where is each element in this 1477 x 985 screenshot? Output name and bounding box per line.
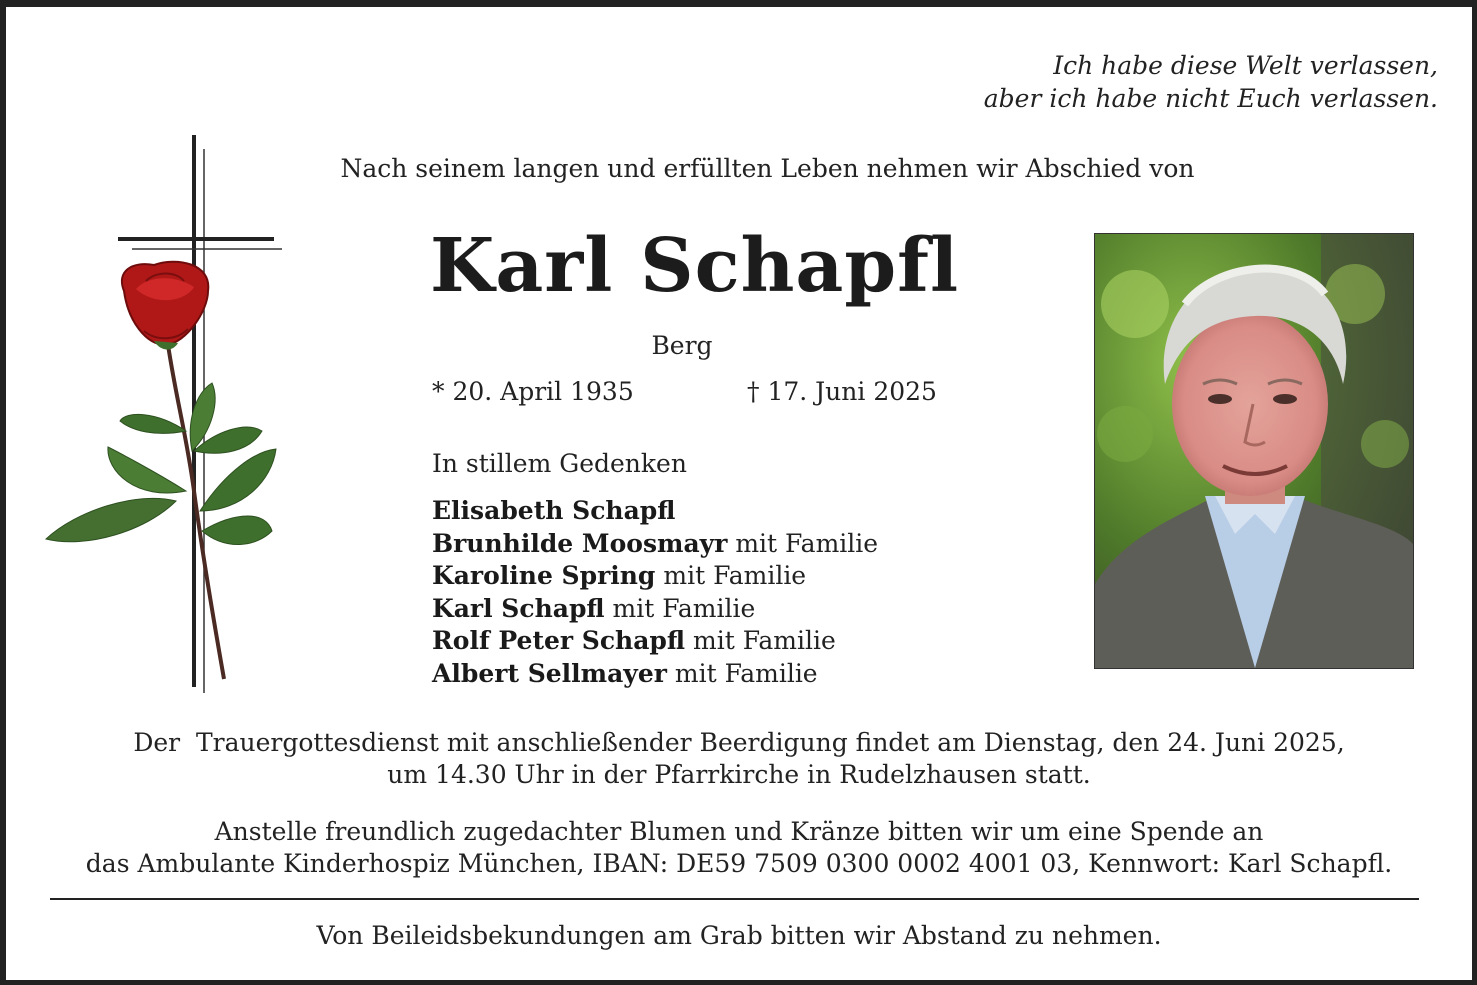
rose-leaves [46, 383, 276, 545]
motto-line-2: aber ich habe nicht Euch verlassen. [983, 84, 1438, 113]
list-item [432, 593, 878, 626]
service-info [6, 727, 1472, 791]
mourners-list [432, 495, 878, 690]
mourner-suffix: mit Familie [666, 658, 818, 688]
mourner-name: Rolf Peter Schapfl [432, 626, 686, 655]
list-item [432, 495, 878, 528]
death-date: † 17. Juni 2025 [747, 377, 937, 406]
mourner-name: Elisabeth Schapfl [432, 496, 676, 525]
list-item [432, 625, 878, 658]
list-item [432, 528, 878, 561]
motto-quote [984, 49, 1438, 115]
footer-note: Von Beileidsbekundungen am Grab bitten wir Abstand zu nehmen. [316, 921, 1162, 950]
mourner-suffix: mit Familie [685, 626, 836, 655]
list-item [432, 560, 878, 593]
mourner-name: Albert Sellmayer [432, 658, 667, 688]
portrait-icon [1095, 234, 1413, 668]
mourner-suffix: mit Familie [604, 593, 756, 623]
motto-line-1: Ich habe diese Welt verlassen, [1053, 51, 1438, 80]
mourner-name: Karoline Spring [432, 561, 656, 590]
deceased-place: Berg [651, 331, 713, 360]
cross-with-rose [36, 131, 296, 705]
mourner-suffix: mit Familie [655, 561, 807, 590]
mourner-name: Brunhilde Moosmayr [432, 528, 728, 558]
mourner-name: Karl Schapfl [432, 593, 605, 623]
intro-text: Nach seinem langen und erfüllten Leben nehmen wir Abschied von [340, 154, 1195, 183]
deceased-name: Karl Schapfl [430, 223, 960, 309]
donation-line-2: das Ambulante Kinderhospiz München, IBAN: DE59 7509 0300 0002 4001 03, Kennwort: Karl Schapfl. [85, 849, 1393, 878]
mourner-suffix: mit Familie [727, 528, 879, 558]
divider [50, 898, 1419, 900]
portrait-photo [1094, 233, 1414, 669]
donation-info [6, 816, 1472, 880]
list-item [432, 658, 878, 691]
service-line-1: Der Trauergottesdienst mit anschließender Beerdigung findet am Dienstag, den 24. Juni 2025, [133, 728, 1345, 757]
mourners-title: In stillem Gedenken [432, 449, 687, 478]
service-line-2: um 14.30 Uhr in der Pfarrkirche in Rudelzhausen statt. [387, 760, 1091, 789]
birth-date: * 20. April 1935 [432, 377, 634, 406]
cross-icon [36, 131, 296, 701]
donation-line-1: Anstelle freundlich zugedachter Blumen und Kränze bitten wir um eine Spende an [214, 817, 1264, 846]
